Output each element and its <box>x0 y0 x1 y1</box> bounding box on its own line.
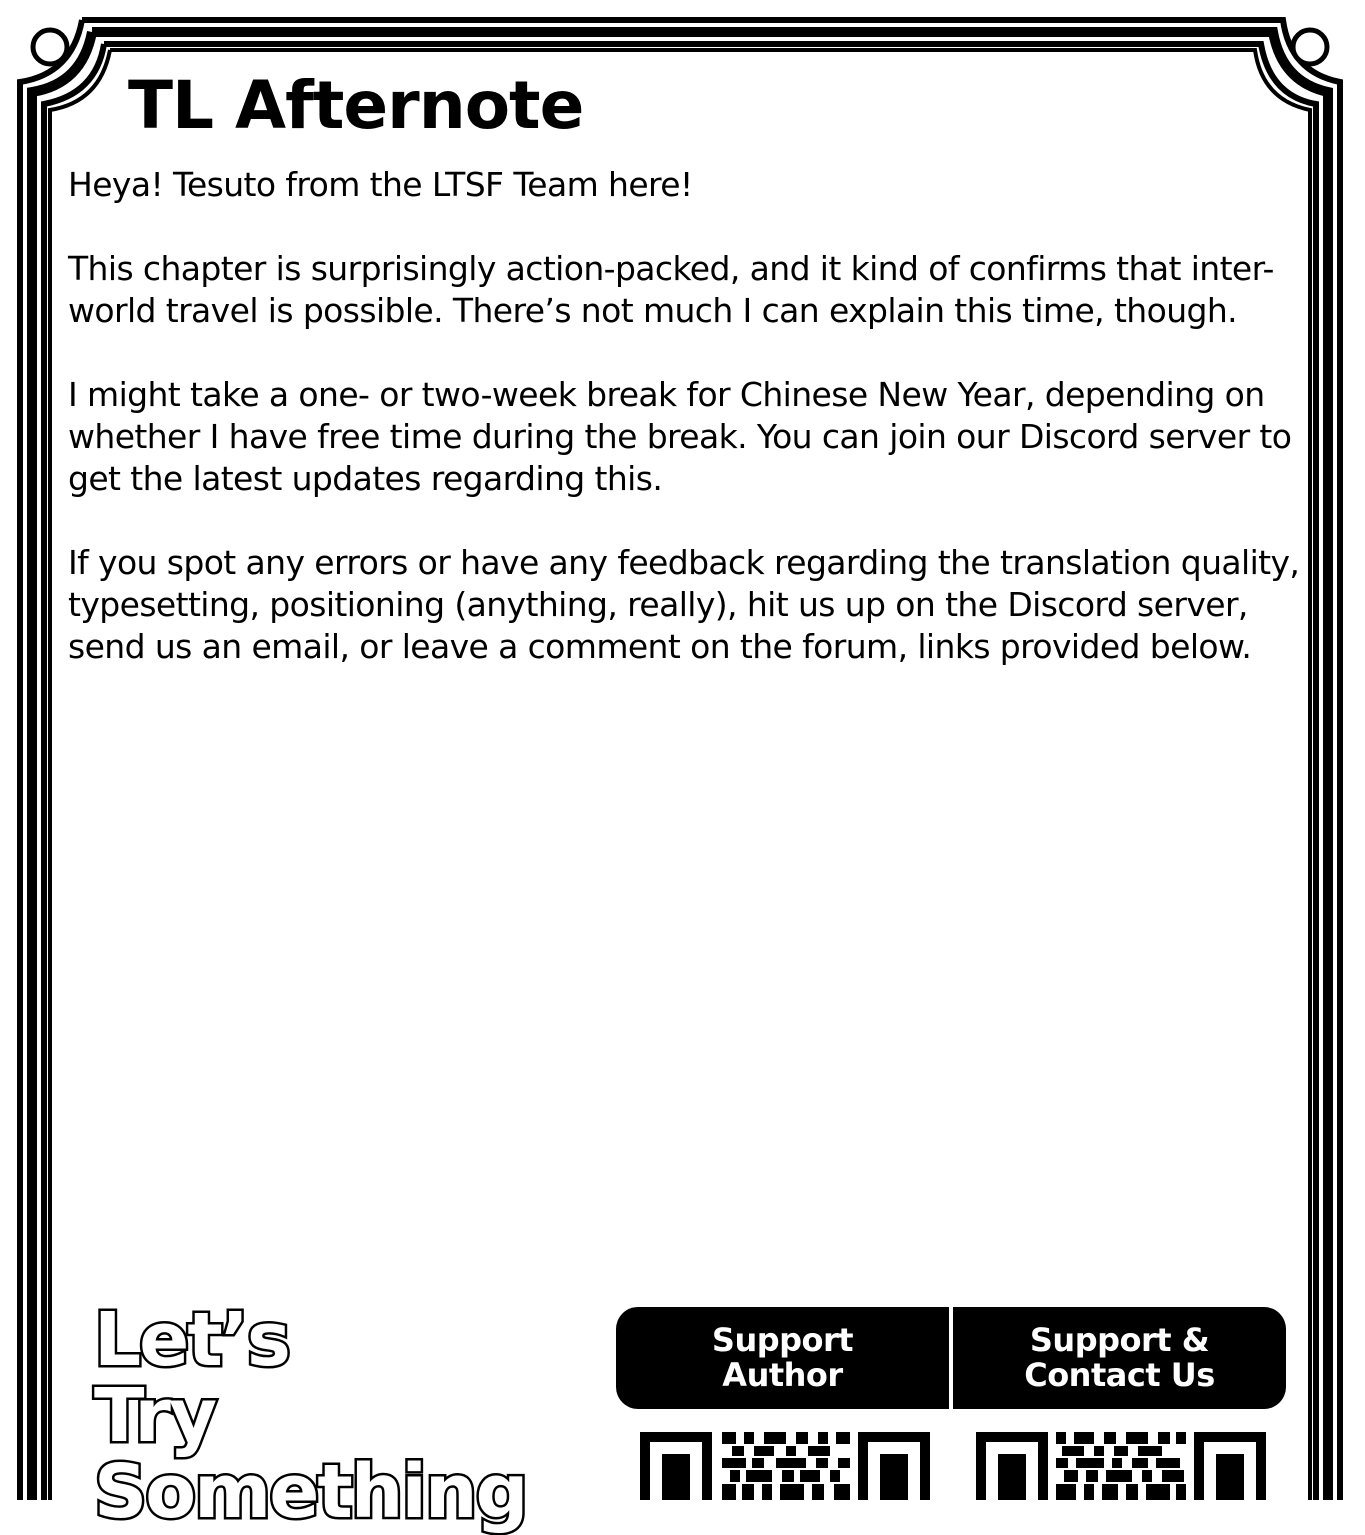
qr-code-icon[interactable] <box>976 1432 1266 1500</box>
afternote-body <box>68 164 1318 710</box>
qr-code-icon[interactable] <box>640 1432 930 1500</box>
page-title: TL Afternote <box>128 67 584 144</box>
logo-line: Try <box>94 1373 216 1459</box>
paragraph-break-notice: I might take a one- or two-week break for Chinese New Year, depending on whether I have free time during the break. You can join our Discord server to get the latest updates regarding this. <box>68 375 1292 498</box>
support-author-button[interactable]: Support Author <box>711 1321 854 1394</box>
logo-line: Something <box>94 1449 527 1535</box>
paragraph-feedback: If you spot any errors or have any feedback regarding the translation quality, typesetting, positioning (anything, really), hit us up on the Discord server, send us an email, or leave a comment on the forum, links provided below. <box>68 543 1300 666</box>
paragraph-greeting: Heya! Tesuto from the LTSF Team here! <box>68 165 693 204</box>
support-contact-button[interactable]: Support & Contact Us <box>1024 1321 1215 1394</box>
team-logo <box>94 1297 527 1535</box>
paragraph-chapter: This chapter is surprisingly action-packed, and it kind of confirms that inter-world travel is possible. There’s not much I can explain this time, though. <box>68 249 1274 330</box>
support-links-bar <box>616 1307 1286 1409</box>
logo-line: Let’s <box>94 1297 289 1383</box>
